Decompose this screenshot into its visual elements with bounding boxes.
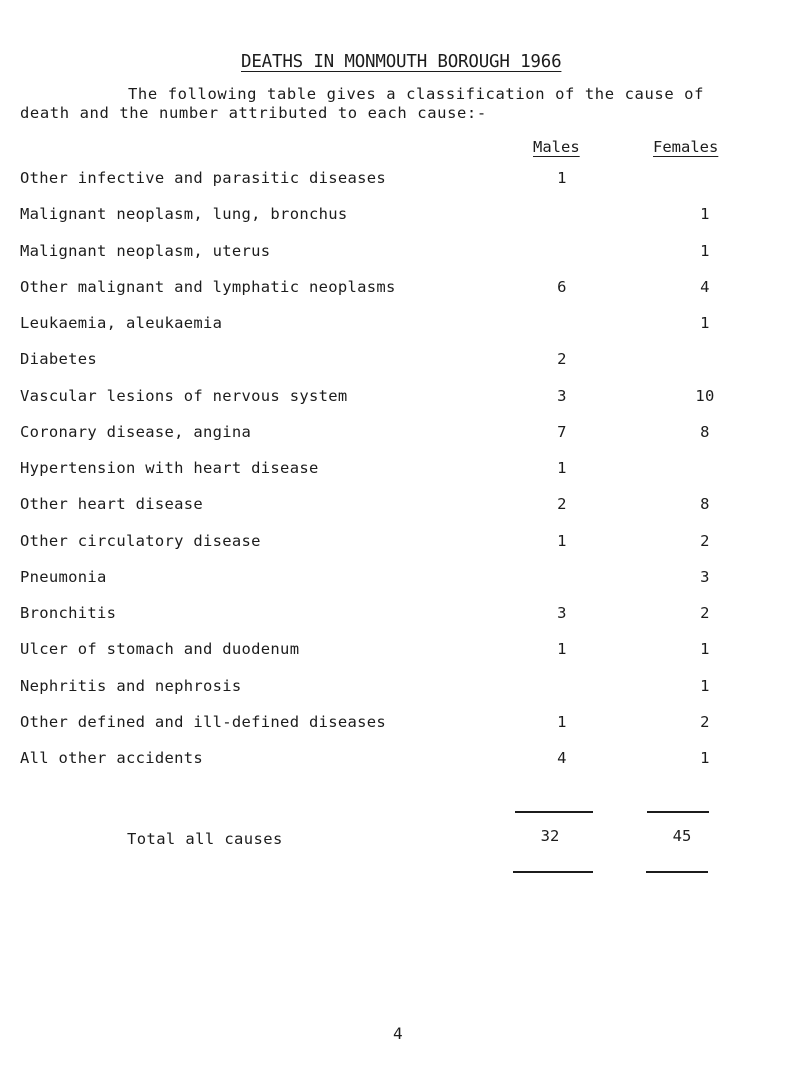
females-count: 1: [700, 640, 710, 659]
cause-label: Other defined and ill-defined diseases: [20, 712, 387, 731]
females-count: 8: [700, 422, 710, 441]
table-row: [20, 487, 780, 523]
males-total-rule-bottom: [513, 871, 593, 873]
table-row: [20, 741, 780, 777]
total-females: 45: [672, 827, 692, 845]
table-row: [20, 342, 780, 378]
table-row: [20, 379, 780, 415]
table-row: [20, 234, 780, 270]
males-count: 1: [557, 640, 567, 659]
males-count: 3: [557, 604, 567, 622]
females-total-rule-top: [647, 811, 709, 813]
cause-label: Malignant neoplasm, lung, bronchus: [20, 205, 348, 224]
males-count: 3: [557, 386, 567, 405]
females-count: 8: [700, 495, 710, 514]
females-count: 2: [700, 712, 710, 731]
table-row: [20, 632, 780, 668]
table-row: [20, 705, 780, 741]
cause-label: Hypertension with heart disease: [20, 459, 319, 477]
cause-label: Coronary disease, angina: [20, 422, 252, 441]
cause-label: Leukaemia, aleukaemia: [20, 314, 223, 332]
females-count: 1: [700, 241, 710, 260]
cause-label: Malignant neoplasm, uterus: [20, 241, 271, 260]
table-row: [20, 161, 780, 197]
females-count: 1: [700, 749, 710, 767]
column-header-females: Females: [653, 138, 719, 156]
females-count: 2: [700, 604, 710, 622]
males-count: 2: [557, 350, 567, 369]
table-row: [20, 596, 780, 632]
page-title: DEATHS IN MONMOUTH BOROUGH 1966: [241, 52, 562, 72]
cause-label: Bronchitis: [20, 604, 117, 622]
males-count: 7: [557, 422, 567, 441]
cause-label: All other accidents: [20, 749, 204, 767]
cause-label: Other circulatory disease: [20, 531, 261, 550]
cause-label: Other malignant and lymphatic neoplasms: [20, 277, 396, 296]
males-count: 6: [557, 277, 567, 296]
cause-label: Ulcer of stomach and duodenum: [20, 640, 300, 659]
total-label: Total all causes: [127, 830, 283, 848]
females-count: 4: [700, 277, 710, 296]
table-row: [20, 451, 780, 487]
page-number: 4: [393, 1024, 403, 1043]
table-row: [20, 560, 780, 596]
females-count: 1: [700, 205, 710, 224]
females-count: 10: [695, 386, 715, 405]
cause-label: Nephritis and nephrosis: [20, 676, 242, 695]
males-count: 4: [557, 749, 567, 767]
males-count: 1: [557, 459, 567, 477]
intro-line-1: The following table gives a classification of the cause of: [128, 85, 705, 103]
males-count: 1: [557, 712, 567, 731]
table-row: [20, 415, 780, 451]
females-count: 3: [700, 567, 710, 586]
table-row: [20, 524, 780, 560]
females-count: 2: [700, 531, 710, 550]
causes-table: [20, 161, 780, 777]
males-total-rule-top: [515, 811, 593, 813]
cause-label: Diabetes: [20, 350, 98, 369]
total-males: 32: [540, 827, 560, 845]
females-total-rule-bottom: [646, 871, 708, 873]
cause-label: Other heart disease: [20, 495, 204, 514]
males-count: 1: [557, 531, 567, 550]
females-count: 1: [700, 676, 710, 695]
females-count: 1: [700, 314, 710, 332]
intro-line-2: death and the number attributed to each cause:-: [20, 104, 487, 122]
cause-label: Vascular lesions of nervous system: [20, 386, 348, 405]
males-count: 2: [557, 495, 567, 514]
cause-label: Other infective and parasitic diseases: [20, 169, 387, 187]
table-row: [20, 197, 780, 233]
males-count: 1: [557, 169, 567, 187]
table-row: [20, 669, 780, 705]
table-row: [20, 306, 780, 342]
intro-paragraph: [20, 85, 760, 123]
table-row: [20, 270, 780, 306]
cause-label: Pneumonia: [20, 567, 107, 586]
column-header-males: Males: [533, 138, 580, 156]
